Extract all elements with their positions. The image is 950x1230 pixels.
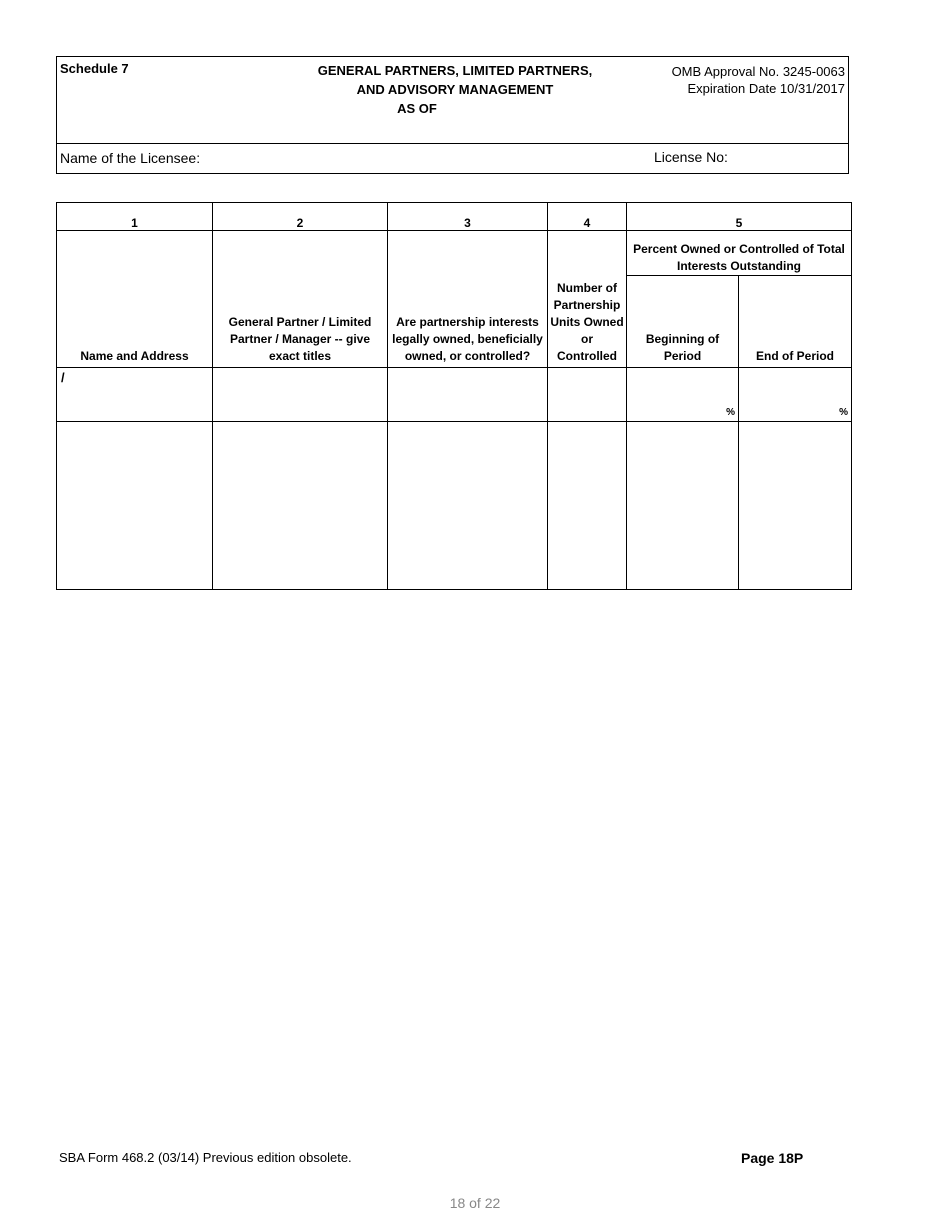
header-ownership-type: Are partnership interests legally owned, beneficially owned, or controlled? (388, 231, 548, 368)
header-beginning-period: Beginning of Period (627, 276, 739, 368)
beginning-percent-cell[interactable]: % (627, 368, 739, 422)
title-line-1: GENERAL PARTNERS, LIMITED PARTNERS, (317, 63, 593, 78)
title-line-3: AS OF (397, 101, 437, 116)
page-counter: 18 of 22 (449, 1195, 501, 1211)
form-title (285, 61, 625, 118)
name-address-cell[interactable]: / (57, 368, 213, 422)
header-divider (57, 143, 848, 144)
license-no-label[interactable]: License No: (654, 149, 728, 165)
col-number-2: 2 (213, 203, 388, 231)
omb-info (672, 63, 845, 97)
name-address-cell[interactable] (57, 422, 213, 590)
header-percent-owned: Percent Owned or Controlled of Total Interests Outstanding (627, 231, 852, 276)
ownership-type-cell[interactable] (388, 422, 548, 590)
end-percent-cell[interactable] (739, 422, 852, 590)
page-label: Page 18P (741, 1150, 804, 1166)
ownership-type-cell[interactable] (388, 368, 548, 422)
header-units-owned: Number of Partnership Units Owned or Controlled (548, 231, 627, 368)
header-partner-title: General Partner / Limited Partner / Manager -- give exact titles (213, 231, 388, 368)
units-owned-cell[interactable] (548, 422, 627, 590)
end-percent-cell[interactable]: % (739, 368, 852, 422)
col-number-1: 1 (57, 203, 213, 231)
licensee-name-label[interactable]: Name of the Licensee: (60, 150, 201, 166)
header-name-address: Name and Address (57, 231, 213, 368)
expiration-date: Expiration Date 10/31/2017 (687, 81, 845, 96)
table-row (57, 422, 852, 590)
col-number-5: 5 (627, 203, 852, 231)
table-row (57, 368, 852, 422)
form-header (56, 56, 849, 174)
header-end-period: End of Period (739, 276, 852, 368)
partner-title-cell[interactable] (213, 368, 388, 422)
col-number-3: 3 (388, 203, 548, 231)
partner-title-cell[interactable] (213, 422, 388, 590)
units-owned-cell[interactable] (548, 368, 627, 422)
beginning-percent-cell[interactable] (627, 422, 739, 590)
title-line-2: AND ADVISORY MANAGEMENT (356, 82, 554, 97)
col-number-4: 4 (548, 203, 627, 231)
column-number-row (57, 203, 852, 231)
header-row-top (57, 231, 852, 276)
schedule-table (56, 202, 852, 590)
omb-approval: OMB Approval No. 3245-0063 (671, 64, 845, 79)
form-identifier: SBA Form 468.2 (03/14) Previous edition obsolete. (59, 1150, 352, 1165)
schedule-label: Schedule 7 (60, 61, 129, 76)
